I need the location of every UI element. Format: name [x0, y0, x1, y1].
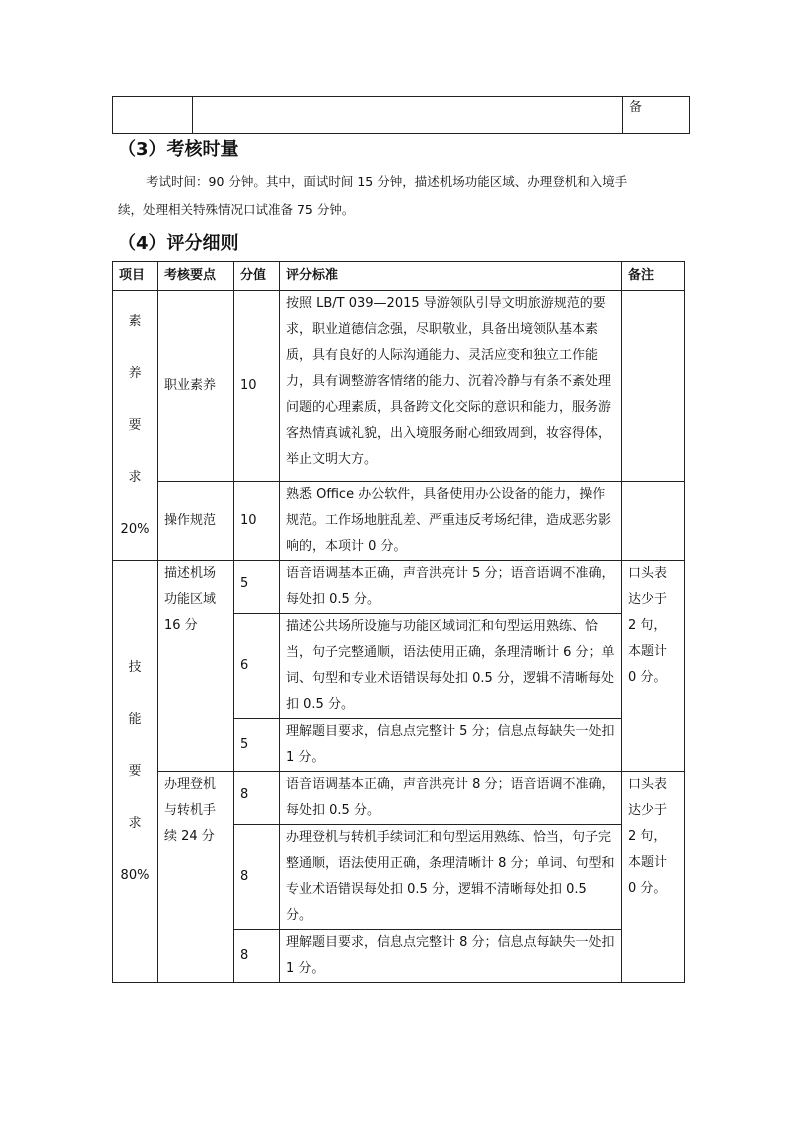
time-paragraph-line1: 考试时间：90 分钟。其中，面试时间 15 分钟，描述机场功能区域、办理登机和入境手 [146, 174, 628, 189]
criteria-cell: 语音语调基本正确，声音洪亮计 8 分；语音语调不准确，每处扣 0.5 分。 [280, 772, 622, 825]
point-cell: 职业素养 [158, 291, 234, 482]
score-cell: 5 [234, 719, 280, 772]
rules-heading: （4）评分细则 [118, 233, 239, 254]
header-criteria: 评分标准 [280, 262, 622, 291]
criteria-cell: 描述公共场所设施与功能区域词汇和句型运用熟练、恰当，句子完整通顺，语法使用正确，条理清晰计 6 分；单词、句型和专业术语错误每处扣 0.5 分，逻辑不清晰每处扣 0.5 分。 [280, 614, 622, 719]
table-row [113, 482, 685, 561]
scoring-table [112, 261, 685, 983]
note-cell: 口头表达少于 2 句，本题计 0 分。 [622, 772, 685, 983]
criteria-cell: 语音语调基本正确，声音洪亮计 5 分；语音语调不准确，每处扣 0.5 分。 [280, 561, 622, 614]
score-cell: 10 [234, 482, 280, 561]
group-label-quality: 素 养 要 求 20% [113, 291, 158, 561]
time-paragraph-line2: 续，处理相关特殊情况口试准备 75 分钟。 [118, 202, 355, 217]
criteria-cell: 理解题目要求，信息点完整计 8 分；信息点每缺失一处扣 1 分。 [280, 930, 622, 983]
score-cell: 6 [234, 614, 280, 719]
note-cell [622, 482, 685, 561]
table-row [113, 291, 685, 482]
criteria-cell: 理解题目要求，信息点完整计 5 分；信息点每缺失一处扣 1 分。 [280, 719, 622, 772]
table-header-row [113, 262, 685, 291]
previous-table-fragment [112, 96, 690, 134]
score-cell: 8 [234, 825, 280, 930]
header-point: 考核要点 [158, 262, 234, 291]
point-cell: 办理登机与转机手续 24 分 [158, 772, 234, 983]
table-row [113, 561, 685, 614]
table-row [113, 772, 685, 825]
score-cell: 10 [234, 291, 280, 482]
time-heading: （3）考核时量 [118, 139, 239, 160]
note-fragment: 备 [623, 97, 690, 134]
point-cell: 操作规范 [158, 482, 234, 561]
note-cell: 口头表达少于 2 句，本题计 0 分。 [622, 561, 685, 772]
note-cell [622, 291, 685, 482]
score-cell: 8 [234, 930, 280, 983]
point-cell: 描述机场功能区域 16 分 [158, 561, 234, 772]
header-score: 分值 [234, 262, 280, 291]
header-item: 项目 [113, 262, 158, 291]
score-cell: 5 [234, 561, 280, 614]
criteria-cell: 熟悉 Office 办公软件，具备使用办公设备的能力，操作规范。工作场地脏乱差、严重违反考场纪律，造成恶劣影响的，本项计 0 分。 [280, 482, 622, 561]
criteria-cell: 办理登机与转机手续词汇和句型运用熟练、恰当，句子完整通顺，语法使用正确，条理清晰计 8 分；单词、句型和专业术语错误每处扣 0.5 分，逻辑不清晰每处扣 0.5 分。 [280, 825, 622, 930]
empty-cell [193, 97, 623, 134]
criteria-cell: 按照 LB/T 039—2015 导游领队引导文明旅游规范的要求，职业道德信念强，尽职敬业，具备出境领队基本素质，具有良好的人际沟通能力、灵活应变和独立工作能力，具有调整游客情绪的能力、沉着冷静与有条不紊处理问题的心理素质，具备跨文化交际的意识和能力，服务游客热情真诚礼貌，出入境服务耐心细致周到，妆容得体，举止文明大方。 [280, 291, 622, 482]
header-note: 备注 [622, 262, 685, 291]
score-cell: 8 [234, 772, 280, 825]
group-label-skill: 技 能 要 求 80% [113, 561, 158, 983]
empty-cell [113, 97, 193, 134]
